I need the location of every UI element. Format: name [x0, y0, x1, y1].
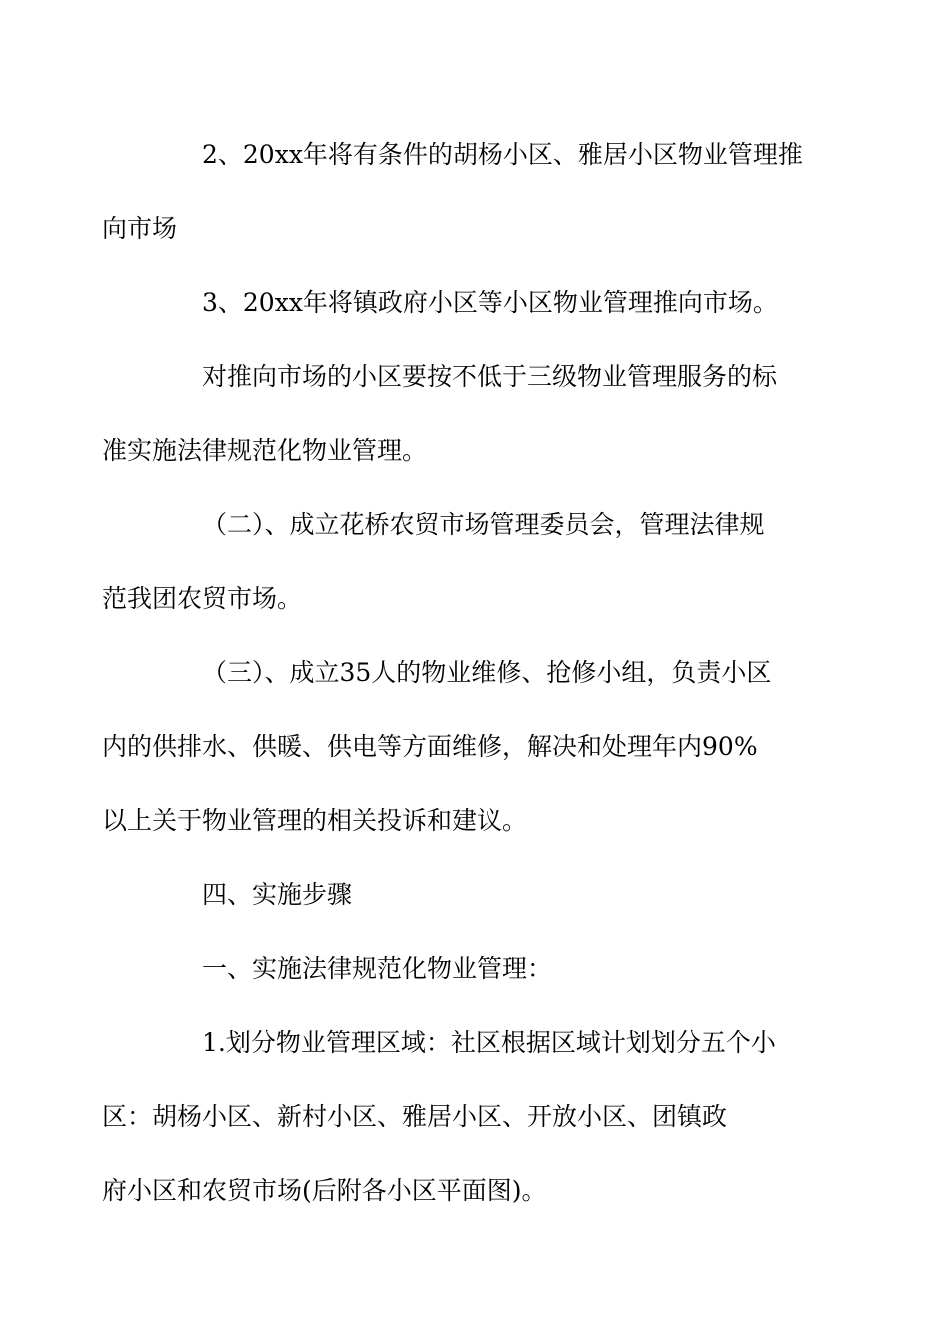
paragraph-divide-areas [102, 1006, 812, 1228]
text-line: 府小区和农贸市场(后附各小区平面图)。 [102, 1176, 547, 1205]
text-line: 准实施法律规范化物业管理。 [102, 436, 428, 465]
document-body [102, 118, 812, 1228]
text-line: 一、实施法律规范化物业管理： [202, 954, 553, 983]
paragraph-goal-3 [152, 266, 812, 340]
text-line: 以上关于物业管理的相关投诉和建议。 [102, 806, 528, 835]
text-line: 内的供排水、供暖、供电等方面维修，解决和处理年内90% [102, 732, 758, 761]
heading-step-one [152, 932, 812, 1006]
text-line: 范我团农贸市场。 [102, 584, 303, 613]
text-line: 对推向市场的小区要按不低于三级物业管理服务的标 [202, 362, 778, 391]
text-line: 1.划分物业管理区域：社区根据区域计划划分五个小 [202, 1028, 776, 1057]
heading-implementation-steps [152, 858, 812, 932]
text-line: 区：胡杨小区、新村小区、雅居小区、开放小区、团镇政 [102, 1102, 728, 1131]
text-line: 四、实施步骤 [202, 880, 353, 909]
text-line: （三）、成立35人的物业维修、抢修小组，负责小区 [202, 658, 772, 687]
paragraph-goal-2 [102, 118, 812, 266]
text-line: 向市场 [102, 214, 178, 243]
text-line: （二）、成立花桥农贸市场管理委员会，管理法律规 [202, 510, 765, 539]
text-line: 2、20xx年将有条件的胡杨小区、雅居小区物业管理推 [202, 140, 803, 169]
text-line: 3、20xx年将镇政府小区等小区物业管理推向市场。 [202, 288, 778, 317]
paragraph-section-two [102, 488, 812, 636]
paragraph-section-three [102, 636, 812, 858]
paragraph-market-standard [102, 340, 812, 488]
